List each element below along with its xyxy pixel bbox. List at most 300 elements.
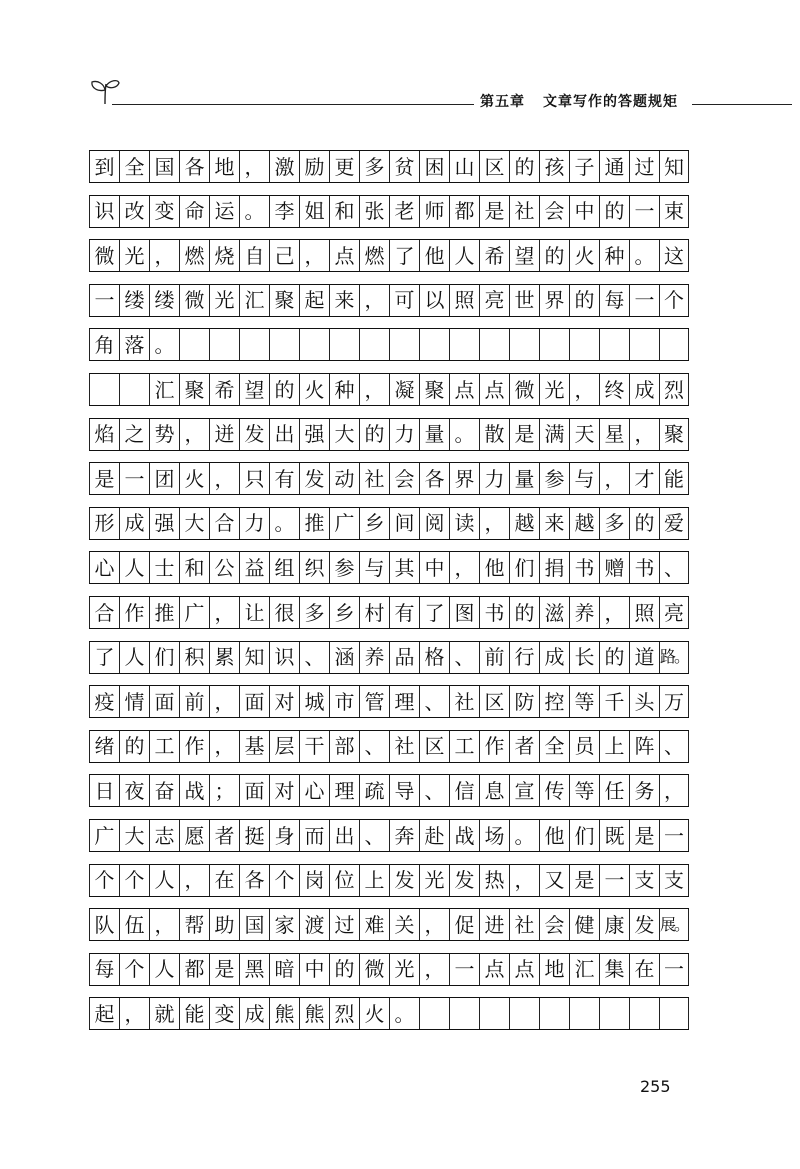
grid-cell: 有 (389, 597, 419, 628)
grid-cell: 们 (509, 552, 539, 583)
grid-cell: 发 (239, 419, 269, 450)
grid-cell: 了 (389, 240, 419, 271)
grid-cell (659, 329, 689, 360)
grid-cell: 的 (509, 151, 539, 182)
grid-cell: 出 (269, 419, 299, 450)
grid-cell: 汇 (149, 374, 179, 405)
grid-cell: 点 (479, 374, 509, 405)
grid-cell: ， (299, 240, 329, 271)
grid-cell (329, 329, 359, 360)
grid-cell: 社 (449, 686, 479, 717)
grid-cell: 聚 (179, 374, 209, 405)
grid-cell: 改 (119, 196, 149, 227)
grid-cell: 是 (629, 820, 659, 851)
grid-cell: 大 (329, 419, 359, 450)
grid-cell: 人 (149, 865, 179, 896)
grid-cell: 种 (599, 240, 629, 271)
grid-cell: 个 (119, 865, 149, 896)
grid-row (89, 418, 689, 451)
grid-cell: 缕 (149, 285, 179, 316)
grid-cell (239, 329, 269, 360)
grid-cell: 区 (479, 686, 509, 717)
grid-cell: 情 (119, 686, 149, 717)
grid-cell: 了 (89, 642, 119, 673)
grid-cell: 发 (629, 909, 659, 940)
grid-cell (449, 998, 479, 1029)
grid-cell: 其 (389, 552, 419, 583)
grid-cell: 千 (599, 686, 629, 717)
grid-cell: ， (149, 909, 179, 940)
grid-cell: 读 (449, 508, 479, 539)
grid-cell: 各 (179, 151, 209, 182)
grid-cell: 会 (539, 196, 569, 227)
grid-cell: ， (419, 954, 449, 985)
grid-cell: 聚 (269, 285, 299, 316)
grid-cell: 身 (269, 820, 299, 851)
grid-cell: 战 (449, 820, 479, 851)
grid-cell: 一 (119, 463, 149, 494)
grid-row (89, 284, 689, 317)
grid-cell: 上 (599, 731, 629, 762)
grid-row (89, 864, 689, 897)
grid-cell: 路。 (659, 642, 689, 673)
grid-cell: 望 (239, 374, 269, 405)
grid-cell (569, 329, 599, 360)
grid-row (89, 462, 689, 495)
grid-cell (629, 329, 659, 360)
grid-cell: 一 (449, 954, 479, 985)
grid-cell: 、 (449, 642, 479, 673)
grid-cell: ， (119, 998, 149, 1029)
grid-cell: ， (629, 419, 659, 450)
grid-row (89, 596, 689, 629)
grid-cell: 满 (539, 419, 569, 450)
grid-cell: 任 (599, 775, 629, 806)
grid-cell: 人 (119, 552, 149, 583)
grid-cell: 张 (359, 196, 389, 227)
grid-cell (509, 329, 539, 360)
grid-cell: 理 (329, 775, 359, 806)
grid-cell: 识 (269, 642, 299, 673)
grid-cell: 社 (509, 196, 539, 227)
grid-cell: 员 (569, 731, 599, 762)
grid-row (89, 373, 689, 406)
grid-cell (179, 329, 209, 360)
grid-cell: 涵 (329, 642, 359, 673)
grid-cell: 宣 (509, 775, 539, 806)
grid-cell: 地 (209, 151, 239, 182)
grid-cell: 势 (149, 419, 179, 450)
grid-cell: 照 (449, 285, 479, 316)
grid-cell: 焰 (89, 419, 119, 450)
grid-cell: 点 (329, 240, 359, 271)
grid-cell: 的 (119, 731, 149, 762)
grid-cell: ， (239, 151, 269, 182)
grid-cell: 间 (389, 508, 419, 539)
grid-cell: ， (359, 285, 389, 316)
grid-cell: 区 (419, 731, 449, 762)
grid-cell: 来 (329, 285, 359, 316)
grid-row (89, 150, 689, 183)
grid-cell: 。 (389, 998, 419, 1029)
grid-cell: 人 (119, 642, 149, 673)
grid-cell: 燃 (359, 240, 389, 271)
grid-cell: 阵 (629, 731, 659, 762)
grid-cell: 很 (269, 597, 299, 628)
grid-cell: 起 (299, 285, 329, 316)
grid-cell: ， (149, 240, 179, 271)
grid-cell: 上 (359, 865, 389, 896)
grid-cell: 的 (329, 954, 359, 985)
grid-cell: 李 (269, 196, 299, 227)
grid-cell: 挺 (239, 820, 269, 851)
grid-cell: 成 (119, 508, 149, 539)
grid-cell: 是 (89, 463, 119, 494)
grid-cell: 火 (569, 240, 599, 271)
grid-cell (419, 329, 449, 360)
grid-cell: 促 (449, 909, 479, 940)
grid-cell: 、 (659, 731, 689, 762)
grid-cell: 变 (209, 998, 239, 1029)
grid-cell: 、 (359, 731, 389, 762)
grid-cell (389, 329, 419, 360)
grid-cell: 光 (419, 865, 449, 896)
grid-cell: 广 (329, 508, 359, 539)
grid-cell: 终 (599, 374, 629, 405)
grid-cell: 烈 (659, 374, 689, 405)
grid-cell: 微 (509, 374, 539, 405)
grid-cell: 的 (599, 196, 629, 227)
grid-cell: ， (449, 552, 479, 583)
grid-cell: 的 (269, 374, 299, 405)
grid-cell: 对 (269, 775, 299, 806)
grid-cell: 力 (389, 419, 419, 450)
grid-cell: 导 (389, 775, 419, 806)
grid-cell: 控 (539, 686, 569, 717)
grid-cell: 识 (89, 196, 119, 227)
grid-cell: 是 (479, 196, 509, 227)
grid-cell: 管 (359, 686, 389, 717)
grid-cell: 长 (569, 642, 599, 673)
grid-row (89, 908, 689, 941)
grid-cell: 层 (269, 731, 299, 762)
grid-cell: 都 (179, 954, 209, 985)
grid-cell: ， (209, 731, 239, 762)
grid-cell: 书 (629, 552, 659, 583)
grid-cell: 广 (89, 820, 119, 851)
grid-cell: 岗 (299, 865, 329, 896)
grid-cell: ； (209, 775, 239, 806)
grid-cell: 传 (539, 775, 569, 806)
grid-cell: 滋 (539, 597, 569, 628)
grid-cell: 会 (389, 463, 419, 494)
grid-cell: 变 (149, 196, 179, 227)
grid-cell: 心 (89, 552, 119, 583)
grid-cell: 帮 (179, 909, 209, 940)
grid-cell: ， (359, 374, 389, 405)
grid-cell: 的 (359, 419, 389, 450)
grid-cell: 行 (509, 642, 539, 673)
grid-cell: 社 (509, 909, 539, 940)
grid-cell: 基 (239, 731, 269, 762)
grid-cell: 火 (179, 463, 209, 494)
grid-cell: 作 (119, 597, 149, 628)
grid-cell: 己 (269, 240, 299, 271)
grid-cell: 运 (209, 196, 239, 227)
grid-cell: 贫 (389, 151, 419, 182)
grid-cell: 是 (209, 954, 239, 985)
grid-cell: 。 (239, 196, 269, 227)
grid-cell: 作 (179, 731, 209, 762)
grid-cell: 务 (629, 775, 659, 806)
grid-cell: 公 (209, 552, 239, 583)
grid-cell: 绪 (89, 731, 119, 762)
grid-cell: 界 (539, 285, 569, 316)
grid-cell: 既 (599, 820, 629, 851)
grid-cell: 防 (509, 686, 539, 717)
grid-cell: 多 (359, 151, 389, 182)
grid-cell: 量 (419, 419, 449, 450)
grid-cell: 战 (179, 775, 209, 806)
grid-cell: 和 (179, 552, 209, 583)
grid-cell (629, 998, 659, 1029)
grid-cell: 头 (629, 686, 659, 717)
grid-cell: 组 (269, 552, 299, 583)
grid-cell: 乡 (329, 597, 359, 628)
grid-cell: 成 (239, 998, 269, 1029)
grid-cell: 发 (389, 865, 419, 896)
grid-cell: 对 (269, 686, 299, 717)
grid-cell: 到 (89, 151, 119, 182)
grid-cell: 家 (269, 909, 299, 940)
grid-cell: 力 (239, 508, 269, 539)
grid-cell: 知 (239, 642, 269, 673)
grid-cell: 的 (509, 597, 539, 628)
grid-cell: 累 (209, 642, 239, 673)
page-header (0, 0, 800, 120)
grid-cell: 有 (269, 463, 299, 494)
grid-cell: 中 (569, 196, 599, 227)
grid-cell: 这 (659, 240, 689, 271)
grid-cell: 动 (329, 463, 359, 494)
grid-cell: 市 (329, 686, 359, 717)
grid-row (89, 685, 689, 718)
grid-cell: 是 (509, 419, 539, 450)
grid-cell: 社 (359, 463, 389, 494)
grid-cell: 界 (449, 463, 479, 494)
grid-cell: 、 (659, 552, 689, 583)
grid-cell (269, 329, 299, 360)
grid-cell: 渡 (299, 909, 329, 940)
grid-cell: 国 (239, 909, 269, 940)
grid-cell: 发 (449, 865, 479, 896)
grid-cell: 捐 (539, 552, 569, 583)
grid-cell: 难 (359, 909, 389, 940)
grid-cell: 。 (449, 419, 479, 450)
grid-cell: 亮 (659, 597, 689, 628)
grid-cell: 以 (419, 285, 449, 316)
grid-cell: 进 (479, 909, 509, 940)
grid-cell: 理 (389, 686, 419, 717)
grid-cell: 黑 (239, 954, 269, 985)
grid-cell: 信 (449, 775, 479, 806)
grid-cell: 面 (239, 686, 269, 717)
grid-cell: 的 (539, 240, 569, 271)
grid-cell (299, 329, 329, 360)
grid-cell: 面 (149, 686, 179, 717)
grid-cell: 热 (479, 865, 509, 896)
grid-cell: 能 (179, 998, 209, 1029)
grid-cell: 迸 (209, 419, 239, 450)
grid-cell: 奔 (389, 820, 419, 851)
grid-cell: 点 (479, 954, 509, 985)
grid-cell: 志 (149, 820, 179, 851)
grid-cell: 起 (89, 998, 119, 1029)
grid-cell: 心 (299, 775, 329, 806)
grid-cell: 品 (389, 642, 419, 673)
grid-cell: 姐 (299, 196, 329, 227)
grid-cell: 全 (539, 731, 569, 762)
grid-row (89, 819, 689, 852)
grid-cell (599, 329, 629, 360)
grid-cell (449, 329, 479, 360)
grid-cell: 书 (479, 597, 509, 628)
grid-cell: 。 (629, 240, 659, 271)
grid-cell: 前 (479, 642, 509, 673)
grid-cell (419, 998, 449, 1029)
grid-cell: 位 (329, 865, 359, 896)
grid-cell (539, 998, 569, 1029)
grid-cell: 微 (89, 240, 119, 271)
grid-cell: 落 (119, 329, 149, 360)
grid-cell (479, 998, 509, 1029)
grid-cell: 一 (659, 820, 689, 851)
grid-cell: 照 (629, 597, 659, 628)
grid-cell: 与 (359, 552, 389, 583)
grid-cell: 发 (299, 463, 329, 494)
grid-cell (509, 998, 539, 1029)
grid-cell: 工 (449, 731, 479, 762)
grid-cell: 的 (569, 285, 599, 316)
grid-cell: 微 (359, 954, 389, 985)
grid-cell: ， (599, 463, 629, 494)
grid-cell: 种 (329, 374, 359, 405)
grid-row (89, 507, 689, 540)
grid-cell: 健 (569, 909, 599, 940)
grid-cell: 推 (299, 508, 329, 539)
grid-cell: 区 (479, 151, 509, 182)
grid-cell: 个 (659, 285, 689, 316)
grid-cell: 等 (569, 686, 599, 717)
grid-cell: 推 (149, 597, 179, 628)
grid-row (89, 551, 689, 584)
grid-cell: ， (479, 508, 509, 539)
grid-cell: 个 (269, 865, 299, 896)
grid-cell: 中 (419, 552, 449, 583)
grid-cell: 光 (539, 374, 569, 405)
grid-cell: ， (209, 686, 239, 717)
grid-cell: 、 (419, 686, 449, 717)
grid-cell: 养 (569, 597, 599, 628)
grid-cell: 阅 (419, 508, 449, 539)
grid-cell: 他 (539, 820, 569, 851)
grid-cell: 益 (239, 552, 269, 583)
grid-cell: 息 (479, 775, 509, 806)
grid-cell: 才 (629, 463, 659, 494)
grid-cell: 他 (419, 240, 449, 271)
grid-cell: 与 (569, 463, 599, 494)
grid-cell: 光 (119, 240, 149, 271)
grid-cell (599, 998, 629, 1029)
grid-cell: 光 (209, 285, 239, 316)
grid-cell: 是 (569, 865, 599, 896)
grid-cell: 烧 (209, 240, 239, 271)
grid-cell: 作 (479, 731, 509, 762)
grid-cell: 等 (569, 775, 599, 806)
grid-row (89, 195, 689, 228)
chapter-title: 文章写作的答题规矩 (543, 94, 678, 110)
grid-row (89, 641, 689, 674)
grid-cell: 村 (359, 597, 389, 628)
grid-row (89, 328, 689, 361)
grid-cell: 散 (479, 419, 509, 450)
grid-cell: 多 (299, 597, 329, 628)
grid-cell: 全 (119, 151, 149, 182)
grid-cell: 汇 (569, 954, 599, 985)
grid-cell: 光 (389, 954, 419, 985)
grid-cell: 燃 (179, 240, 209, 271)
grid-cell: ， (569, 374, 599, 405)
grid-cell: 聚 (419, 374, 449, 405)
grid-cell: 每 (89, 954, 119, 985)
grid-cell: 亮 (479, 285, 509, 316)
grid-cell (539, 329, 569, 360)
grid-cell: 一 (629, 285, 659, 316)
grid-cell: 道 (629, 642, 659, 673)
grid-cell: 知 (659, 151, 689, 182)
grid-cell: 们 (149, 642, 179, 673)
grid-cell: 展。 (659, 909, 689, 940)
grid-cell: 暗 (269, 954, 299, 985)
grid-cell: 师 (419, 196, 449, 227)
grid-cell: 。 (269, 508, 299, 539)
grid-cell: 越 (569, 508, 599, 539)
grid-cell: 了 (419, 597, 449, 628)
grid-cell: 世 (509, 285, 539, 316)
grid-cell: ， (599, 597, 629, 628)
grid-row (89, 774, 689, 807)
grid-cell: 又 (539, 865, 569, 896)
grid-cell: 缕 (119, 285, 149, 316)
grid-cell: 凝 (389, 374, 419, 405)
grid-row (89, 239, 689, 272)
grid-cell: 点 (449, 374, 479, 405)
grid-cell (359, 329, 389, 360)
grid-cell: 熊 (299, 998, 329, 1029)
grid-cell: 们 (569, 820, 599, 851)
grid-cell: 人 (149, 954, 179, 985)
grid-cell: 微 (179, 285, 209, 316)
grid-cell (479, 329, 509, 360)
grid-cell (569, 998, 599, 1029)
grid-cell: 和 (329, 196, 359, 227)
grid-cell: 万 (659, 686, 689, 717)
grid-cell: ， (179, 419, 209, 450)
grid-cell: 格 (419, 642, 449, 673)
grid-cell: 望 (509, 240, 539, 271)
grid-cell: 参 (329, 552, 359, 583)
grid-cell: 伍 (119, 909, 149, 940)
